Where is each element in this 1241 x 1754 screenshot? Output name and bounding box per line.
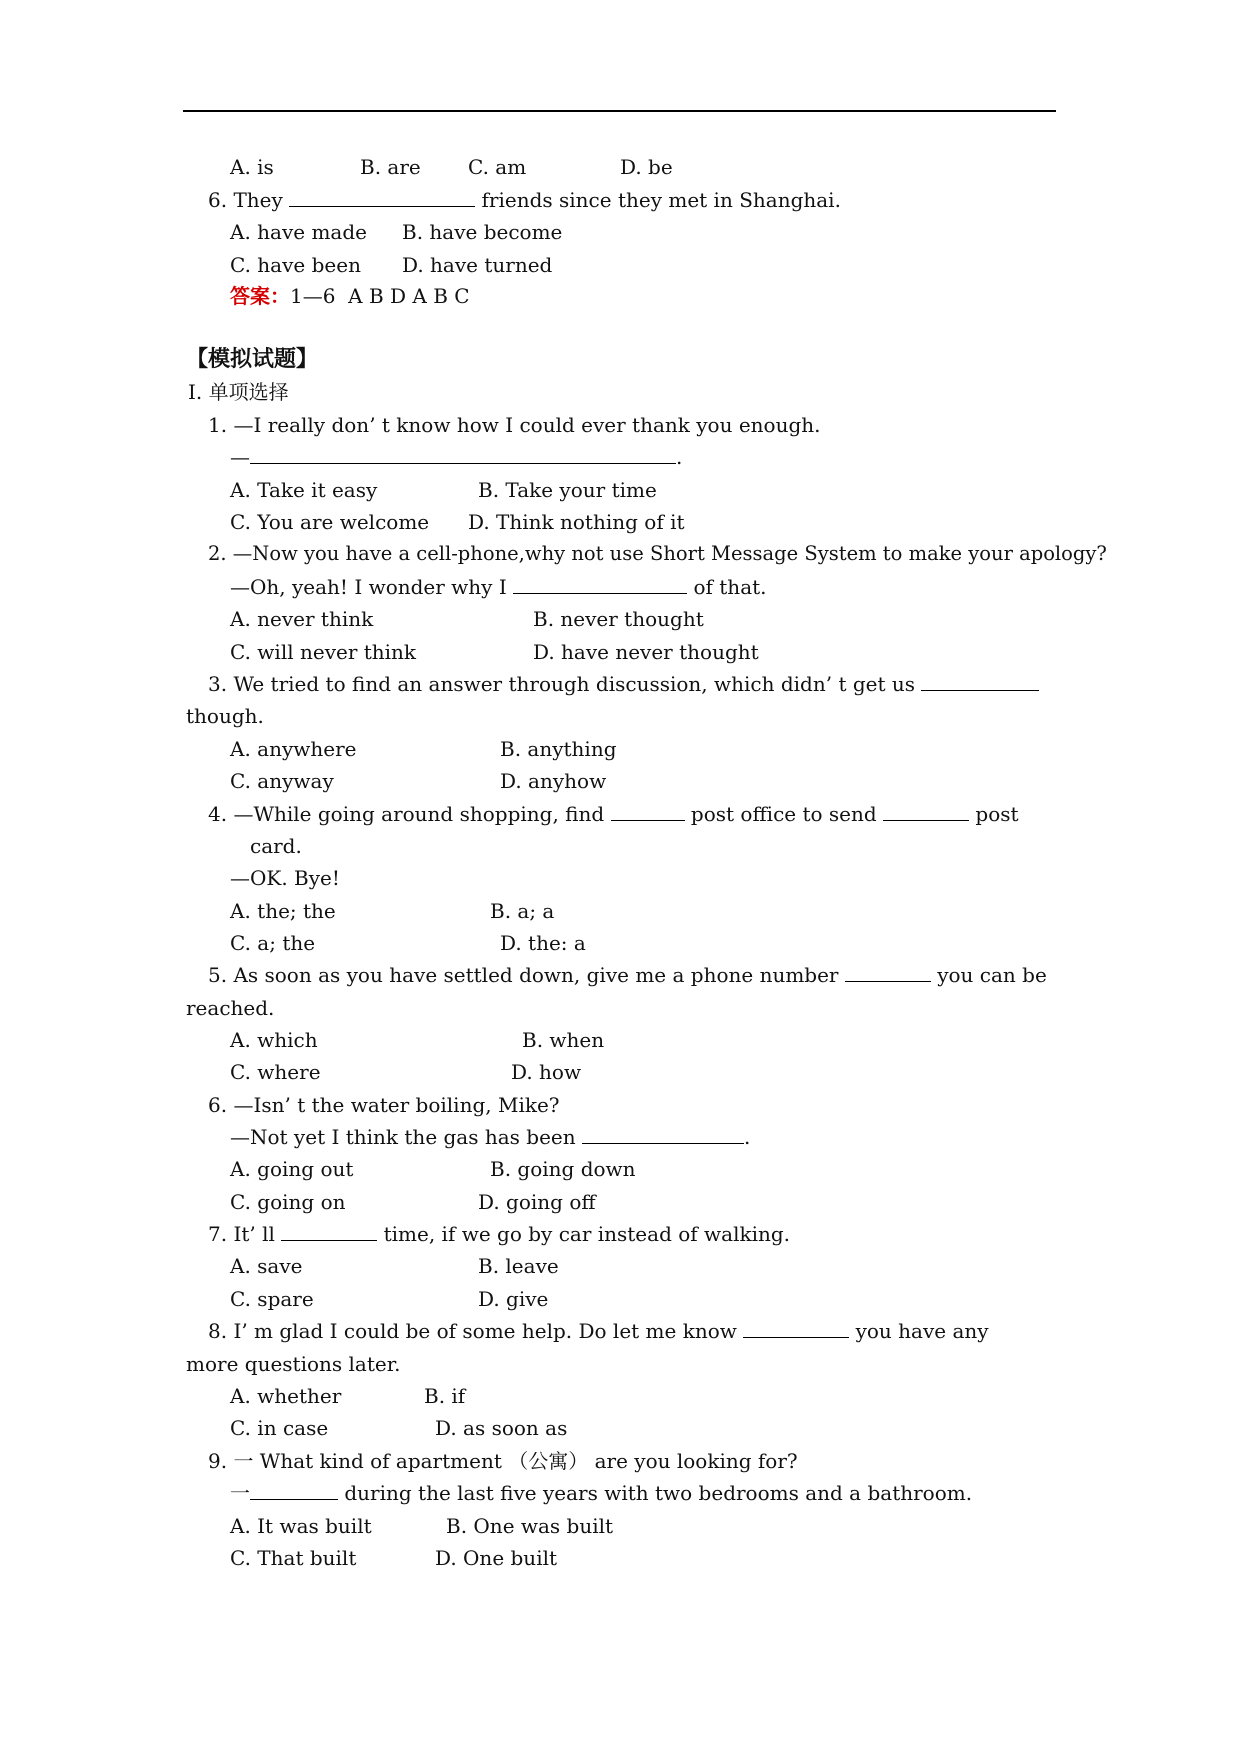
q2-option-d: D. have never thought: [533, 640, 759, 664]
q5-stem-cont: reached.: [186, 996, 275, 1020]
q6-option-b: B. going down: [490, 1157, 636, 1181]
q1-response: — .: [230, 445, 683, 469]
q6-stem: 6. —Isn’ t the water boiling, Mike?: [208, 1093, 560, 1117]
q8-option-a: A. whether: [230, 1384, 342, 1408]
prev-q5-option-c: C. am: [468, 155, 527, 179]
q8-stem-cont: more questions later.: [186, 1352, 401, 1376]
q1-option-b: B. Take your time: [478, 478, 657, 502]
q5-stem: 5. As soon as you have settled down, give me a phone number you can be: [208, 963, 1047, 987]
q6-option-c: C. going on: [230, 1190, 346, 1214]
q5-option-a: A. which: [230, 1028, 318, 1052]
q1-option-a: A. Take it easy: [230, 478, 378, 502]
prev-q6-option-b: B. have become: [402, 220, 563, 244]
q1-stem: 1. —I really don’ t know how I could ever thank you enough.: [208, 413, 821, 437]
q6-option-a: A. going out: [230, 1157, 354, 1181]
q5-option-c: C. where: [230, 1060, 321, 1084]
q7-option-b: B. leave: [478, 1254, 559, 1278]
q6-response: —Not yet I think the gas has been .: [230, 1125, 751, 1149]
q2-response: —Oh, yeah! I wonder why I of that.: [230, 575, 767, 599]
header-rule: [183, 110, 1056, 112]
answer-blank: [250, 1481, 338, 1500]
q3-stem: 3. We tried to find an answer through discussion, which didn’ t get us: [208, 672, 1039, 696]
q9-option-a: A. It was built: [230, 1514, 372, 1538]
answer-label: 答案：: [230, 284, 290, 308]
q2-option-a: A. never think: [230, 607, 374, 631]
q4-response: —OK. Bye!: [230, 866, 340, 890]
q8-option-b: B. if: [424, 1384, 466, 1408]
answer-blank: [513, 575, 687, 594]
q3-option-d: D. anyhow: [500, 769, 607, 793]
q6-option-d: D. going off: [478, 1190, 596, 1214]
answer-blank: [611, 802, 685, 821]
q8-stem: 8. I’ m glad I could be of some help. Do let me know you have any: [208, 1319, 989, 1343]
prev-q6-option-c: C. have been: [230, 253, 361, 277]
answer-blank: [582, 1125, 744, 1144]
q8-option-c: C. in case: [230, 1416, 329, 1440]
q4-stem-cont: card.: [250, 834, 302, 858]
answer-blank: [743, 1319, 849, 1338]
answer-blank: [281, 1222, 377, 1241]
answer-blank: [921, 672, 1039, 691]
answer-blank: [250, 445, 676, 464]
prev-q5-option-b: B. are: [360, 155, 421, 179]
q4-option-c: C. a; the: [230, 931, 316, 955]
prev-q6-option-d: D. have turned: [402, 253, 553, 277]
q1-option-d: D. Think nothing of it: [468, 510, 685, 534]
q4-option-b: B. a; a: [490, 899, 555, 923]
q2-option-b: B. never thought: [533, 607, 704, 631]
q2-stem: 2. —Now you have a cell-phone,why not use Short Message System to make your apology?: [208, 542, 1107, 565]
prev-q5-option-a: A. is: [230, 155, 274, 179]
q3-option-c: C. anyway: [230, 769, 334, 793]
q1-option-c: C. You are welcome: [230, 510, 430, 534]
q7-stem: 7. It’ ll time, if we go by car instead of walking.: [208, 1222, 791, 1246]
q9-stem: 9. 一 What kind of apartment （公寓） are you looking for?: [208, 1449, 798, 1473]
q4-option-d: D. the: a: [500, 931, 586, 955]
q4-stem: 4. —While going around shopping, find post office to send post: [208, 802, 1019, 826]
answer-key: [230, 284, 470, 308]
answer-blank: [883, 802, 969, 821]
q9-option-b: B. One was built: [446, 1514, 614, 1538]
section-title: 【模拟试题】: [186, 347, 319, 372]
q7-option-d: D. give: [478, 1287, 549, 1311]
prev-q6-stem: 6. They friends since they met in Shanghai.: [208, 188, 841, 212]
q2-option-c: C. will never think: [230, 640, 417, 664]
q9-response: 一 during the last five years with two bedrooms and a bathroom.: [230, 1481, 973, 1505]
q8-option-d: D. as soon as: [435, 1416, 568, 1440]
q3-option-b: B. anything: [500, 737, 617, 761]
q9-option-c: C. That built: [230, 1546, 357, 1570]
prev-q6-option-a: A. have made: [230, 220, 367, 244]
answer-blank: [289, 188, 475, 207]
q7-option-c: C. spare: [230, 1287, 314, 1311]
q5-option-d: D. how: [511, 1060, 582, 1084]
q3-option-a: A. anywhere: [230, 737, 357, 761]
part-title: I. 单项选择: [188, 380, 289, 404]
q5-option-b: B. when: [522, 1028, 605, 1052]
answer-text: 1—6 A B D A B C: [290, 284, 470, 308]
q3-stem-cont: though.: [186, 704, 264, 728]
q4-option-a: A. the; the: [230, 899, 336, 923]
answer-blank: [845, 963, 931, 982]
q9-option-d: D. One built: [435, 1546, 558, 1570]
prev-q5-option-d: D. be: [620, 155, 673, 179]
q7-option-a: A. save: [230, 1254, 303, 1278]
